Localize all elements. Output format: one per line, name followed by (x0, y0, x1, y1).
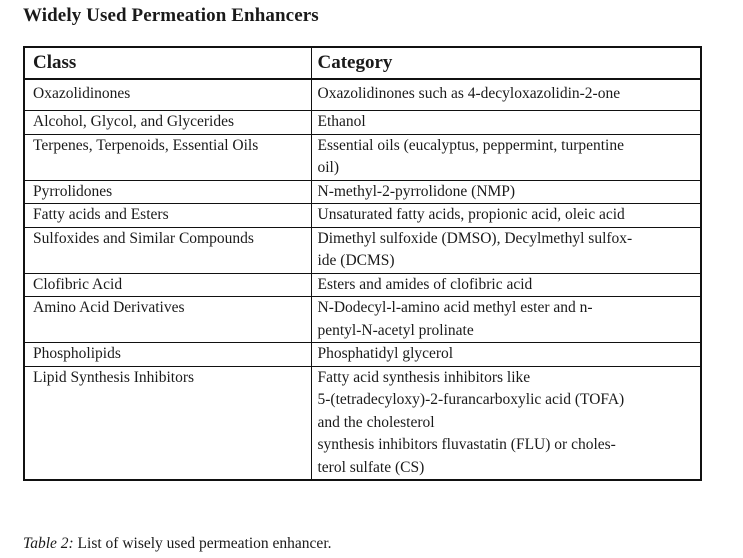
class-cell (24, 366, 311, 480)
table-header-row (24, 47, 701, 79)
category-text-line: N-methyl-2-pyrrolidone (NMP) (317, 182, 516, 200)
category-text-line: Fatty acid synthesis inhibitors like (317, 368, 531, 386)
table-caption (23, 535, 332, 553)
class-cell (24, 180, 311, 204)
category-text-line: and the cholesterol (317, 413, 435, 431)
category-text-line: N-Dodecyl-l-amino acid methyl ester and n- (317, 299, 593, 316)
category-cell (311, 227, 701, 273)
category-text-line: ide (DCMS) (317, 252, 395, 269)
table-row (24, 79, 701, 111)
class-cell (24, 134, 311, 180)
category-cell (311, 204, 701, 228)
category-cell (311, 297, 701, 343)
class-text: Amino Acid Derivatives (33, 299, 185, 316)
category-text-line: pentyl-N-acetyl prolinate (317, 321, 474, 339)
class-cell (24, 227, 311, 273)
table-row (24, 343, 701, 367)
class-cell (24, 79, 311, 111)
category-text-line: Essential oils (eucalyptus, peppermint, turpentine (317, 136, 624, 154)
category-cell (311, 79, 701, 111)
class-text: Sulfoxides and Similar Compounds (33, 229, 254, 247)
category-text-line: Unsaturated fatty acids, propionic acid, oleic acid (317, 206, 625, 223)
category-cell (311, 273, 701, 297)
class-cell (24, 204, 311, 228)
category-cell (311, 366, 701, 480)
table-row (24, 366, 701, 480)
category-text-line: terol sulfate (CS) (317, 458, 425, 476)
class-text: Lipid Synthesis Inhibitors (33, 368, 195, 386)
category-text-line: Oxazolidinones such as 4-decyloxazolidin-2-one (317, 85, 621, 102)
table-row (24, 134, 701, 180)
category-text-line: Dimethyl sulfoxide (DMSO), Decylmethyl sulfox- (317, 229, 633, 247)
enhancers-table-container (23, 46, 702, 481)
class-text: Pyrrolidones (33, 182, 113, 200)
class-text: Terpenes, Terpenoids, Essential Oils (33, 136, 259, 154)
table-row (24, 273, 701, 297)
class-cell (24, 111, 311, 135)
category-text-line: 5-(tetradecyloxy)-2-furancarboxylic acid (TOFA) (317, 391, 625, 408)
category-text-line: Esters and amides of clofibric acid (317, 275, 533, 293)
category-cell (311, 180, 701, 204)
class-text: Fatty acids and Esters (33, 206, 169, 223)
table-row (24, 204, 701, 228)
caption-text: List of wisely used permeation enhancer. (73, 535, 332, 552)
class-text: Alcohol, Glycol, and Glycerides (33, 113, 235, 130)
class-text: Phospholipids (33, 345, 121, 362)
table-body (24, 79, 701, 480)
header-category: Category (311, 47, 701, 79)
document-title: Widely Used Permeation Enhancers (23, 5, 319, 26)
table-row (24, 227, 701, 273)
category-text-line: Phosphatidyl glycerol (317, 345, 454, 362)
enhancers-table (23, 46, 702, 481)
table-row (24, 111, 701, 135)
category-text-line: oil) (317, 159, 340, 176)
class-text: Oxazolidinones (33, 85, 131, 102)
category-cell (311, 111, 701, 135)
class-text: Clofibric Acid (33, 275, 123, 293)
class-cell (24, 297, 311, 343)
category-cell (311, 134, 701, 180)
category-text-line: synthesis inhibitors fluvastatin (FLU) or choles- (317, 436, 616, 453)
table-row (24, 180, 701, 204)
category-cell (311, 343, 701, 367)
caption-label: Table 2: (23, 535, 74, 552)
class-cell (24, 273, 311, 297)
class-cell (24, 343, 311, 367)
header-class: Class (24, 47, 311, 79)
table-row (24, 297, 701, 343)
category-text-line: Ethanol (317, 113, 366, 130)
